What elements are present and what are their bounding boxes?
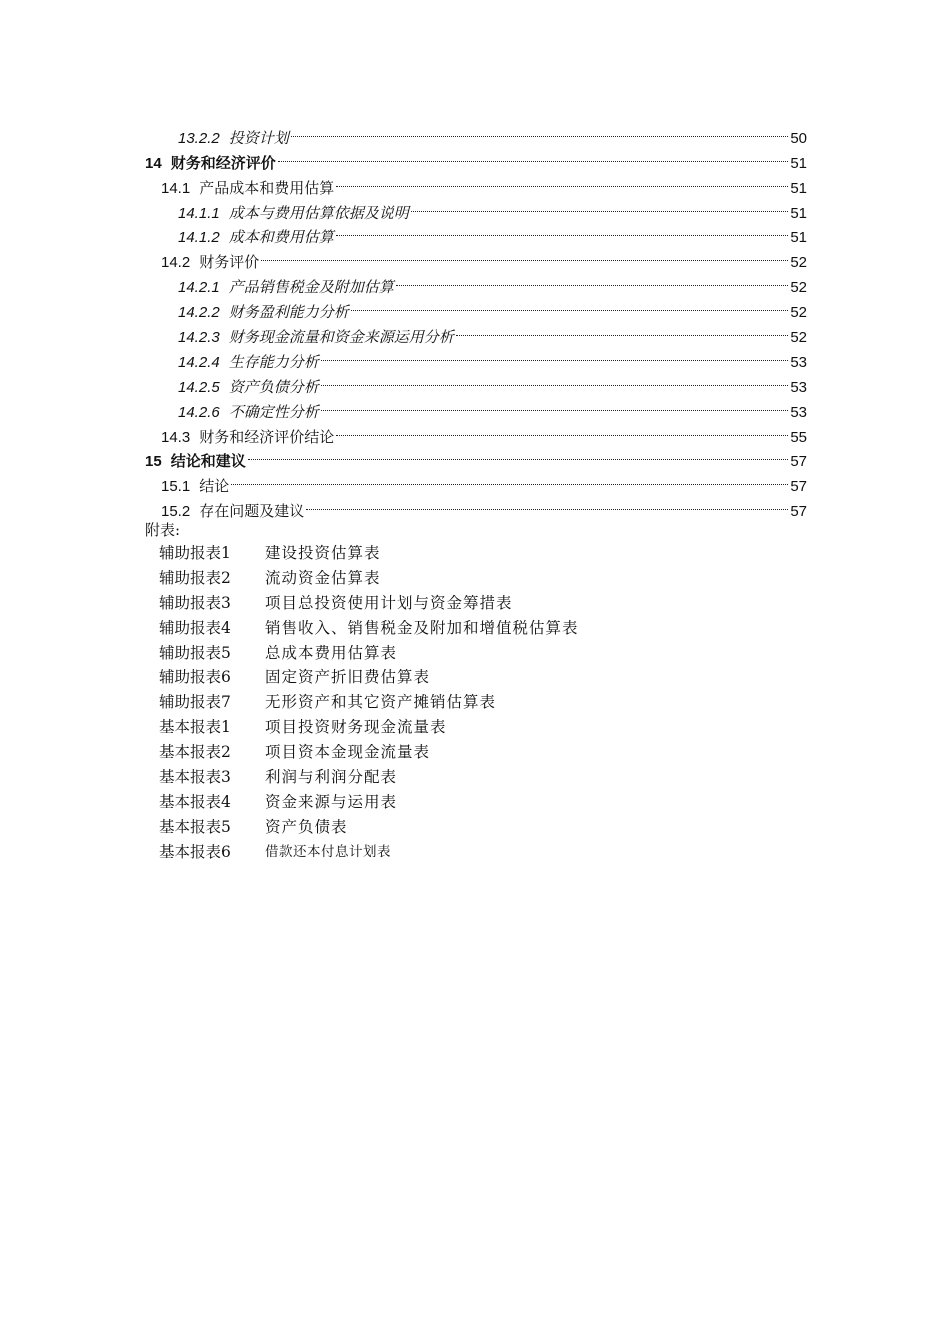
- appendix-item-code: 辅助报表7: [159, 693, 231, 712]
- toc-dot-leader: [336, 417, 788, 442]
- toc-dot-leader: [321, 342, 789, 367]
- toc-entry-title: 投资计划: [228, 129, 289, 147]
- toc-entry-number: 14.2.5: [178, 378, 220, 396]
- toc-entry-title: 财务和经济评价: [170, 154, 276, 172]
- toc-dot-leader: [351, 292, 789, 317]
- toc-entry[interactable]: [145, 466, 807, 496]
- toc-entry-title: 不确定性分析: [228, 403, 319, 421]
- toc-dot-leader: [231, 466, 788, 491]
- toc-entry-page-number: 51: [790, 229, 807, 247]
- appendix-item: [159, 715, 759, 740]
- toc-entry-number: 14.1.1: [178, 204, 220, 222]
- toc-entry-number: 14.3: [161, 428, 191, 446]
- appendix-item-title: 流动资金估算表: [265, 568, 381, 587]
- appendix-item: [159, 815, 759, 840]
- toc-entry-number: 14.1: [161, 179, 191, 197]
- toc-entry-page-number: 57: [790, 478, 807, 496]
- table-of-contents: [145, 118, 807, 521]
- appendix-item: [159, 591, 759, 616]
- appendix-item-code: 辅助报表3: [159, 593, 231, 612]
- toc-dot-leader: [336, 218, 789, 243]
- appendix-item-code: 基本报表3: [159, 768, 231, 787]
- toc-entry-number: 14.2.6: [178, 403, 220, 421]
- toc-entry-number: 15.2: [161, 503, 191, 521]
- appendix-item: [159, 541, 759, 566]
- toc-entry-title: 财务现金流量和资金来源运用分析: [228, 329, 454, 347]
- toc-entry-number: 14.1.2: [178, 229, 220, 247]
- toc-entry-page-number: 53: [790, 353, 807, 371]
- appendix-item: [159, 690, 759, 715]
- toc-entry[interactable]: [145, 491, 807, 521]
- appendix-item-code: 基本报表6: [159, 842, 231, 861]
- appendix-item-code: 辅助报表1: [159, 544, 231, 562]
- appendix-item: [159, 765, 759, 790]
- toc-dot-leader: [306, 491, 788, 516]
- toc-entry-title: 财务和经济评价结论: [199, 428, 335, 446]
- toc-entry-page-number: 57: [790, 453, 807, 471]
- appendix-item-title: 资金来源与运用表: [265, 792, 398, 811]
- appendix-item: [159, 790, 759, 815]
- toc-entry-page-number: 52: [790, 304, 807, 322]
- appendix-item-code: 基本报表4: [159, 792, 231, 811]
- appendix-item-title: 项目资本金现金流量表: [265, 743, 431, 762]
- toc-entry-page-number: 51: [790, 154, 807, 172]
- toc-entry-number: 15: [145, 453, 162, 471]
- toc-entry-title: 结论: [199, 478, 230, 496]
- toc-dot-leader: [456, 317, 789, 342]
- appendix-item-title: 资产负债表: [265, 817, 348, 836]
- toc-entry-title: 产品销售税金及附加估算: [228, 279, 394, 297]
- toc-entry-title: 成本和费用估算: [228, 229, 334, 247]
- toc-dot-leader: [321, 392, 789, 417]
- appendix-item-title: 项目投资财务现金流量表: [265, 718, 447, 737]
- appendix-list: [159, 541, 759, 865]
- toc-entry-page-number: 53: [790, 378, 807, 396]
- toc-entry-page-number: 52: [790, 329, 807, 347]
- appendix-item-code: 辅助报表5: [159, 643, 231, 662]
- toc-entry-title: 存在问题及建议: [199, 503, 305, 521]
- appendix-item-code: 辅助报表2: [159, 568, 231, 587]
- appendix-item-title: 总成本费用估算表: [265, 643, 398, 662]
- appendix-item-title: 无形资产和其它资产摊销估算表: [265, 693, 497, 712]
- toc-entry-page-number: 53: [790, 403, 807, 421]
- appendix-item: [159, 641, 759, 666]
- appendix-item: [159, 740, 759, 765]
- toc-entry-title: 结论和建议: [170, 453, 246, 471]
- toc-dot-leader: [321, 367, 789, 392]
- appendix-item-code: 辅助报表6: [159, 668, 231, 687]
- toc-entry-page-number: 52: [790, 254, 807, 272]
- toc-entry-title: 产品成本和费用估算: [199, 179, 335, 197]
- appendix-item-title: 建设投资估算表: [265, 544, 381, 562]
- toc-entry-page-number: 57: [790, 503, 807, 521]
- appendix-item-code: 基本报表5: [159, 817, 231, 836]
- toc-entry-number: 14.2.2: [178, 304, 220, 322]
- toc-entry-number: 14.2: [161, 254, 191, 272]
- toc-entry-page-number: 51: [790, 204, 807, 222]
- toc-entry-page-number: 50: [790, 129, 807, 147]
- toc-entry-number: 13.2.2: [178, 129, 220, 147]
- appendix-item-title: 项目总投资使用计划与资金筹措表: [265, 593, 513, 612]
- toc-dot-leader: [291, 118, 789, 143]
- toc-entry[interactable]: [145, 118, 807, 147]
- toc-dot-leader: [411, 193, 789, 218]
- appendix-item: [159, 665, 759, 690]
- appendix-item-title: 利润与利润分配表: [265, 768, 398, 787]
- toc-entry-title: 财务评价: [199, 254, 260, 272]
- toc-dot-leader: [248, 442, 789, 467]
- toc-dot-leader: [261, 242, 788, 267]
- toc-entry-title: 资产负债分析: [228, 378, 319, 396]
- toc-entry-title: 生存能力分析: [228, 353, 319, 371]
- appendix-item-code: 辅助报表4: [159, 618, 231, 637]
- appendix-item-title: 借款还本付息计划表: [265, 843, 391, 860]
- toc-entry-number: 14.2.1: [178, 279, 220, 297]
- toc-dot-leader: [336, 168, 788, 193]
- appendix-item-code: 基本报表2: [159, 743, 231, 762]
- appendix-item: [159, 616, 759, 641]
- appendix-item: [159, 566, 759, 591]
- appendix-item-title: 固定资产折旧费估算表: [265, 668, 431, 687]
- toc-entry-title: 财务盈利能力分析: [228, 304, 349, 322]
- toc-dot-leader: [396, 267, 789, 292]
- appendix-item: [159, 840, 759, 865]
- toc-entry-page-number: 55: [790, 428, 807, 446]
- toc-entry-number: 14: [145, 154, 162, 172]
- appendix-item-code: 基本报表1: [159, 718, 231, 737]
- toc-entry-title: 成本与费用估算依据及说明: [228, 204, 409, 222]
- toc-entry-number: 14.2.3: [178, 329, 220, 347]
- toc-entry-page-number: 52: [790, 279, 807, 297]
- toc-entry-page-number: 51: [790, 179, 807, 197]
- appendix-heading: 附表:: [145, 521, 181, 539]
- toc-entry-number: 14.2.4: [178, 353, 220, 371]
- toc-dot-leader: [278, 143, 789, 168]
- appendix-item-title: 销售收入、销售税金及附加和增值税估算表: [265, 618, 579, 637]
- toc-entry-number: 15.1: [161, 478, 191, 496]
